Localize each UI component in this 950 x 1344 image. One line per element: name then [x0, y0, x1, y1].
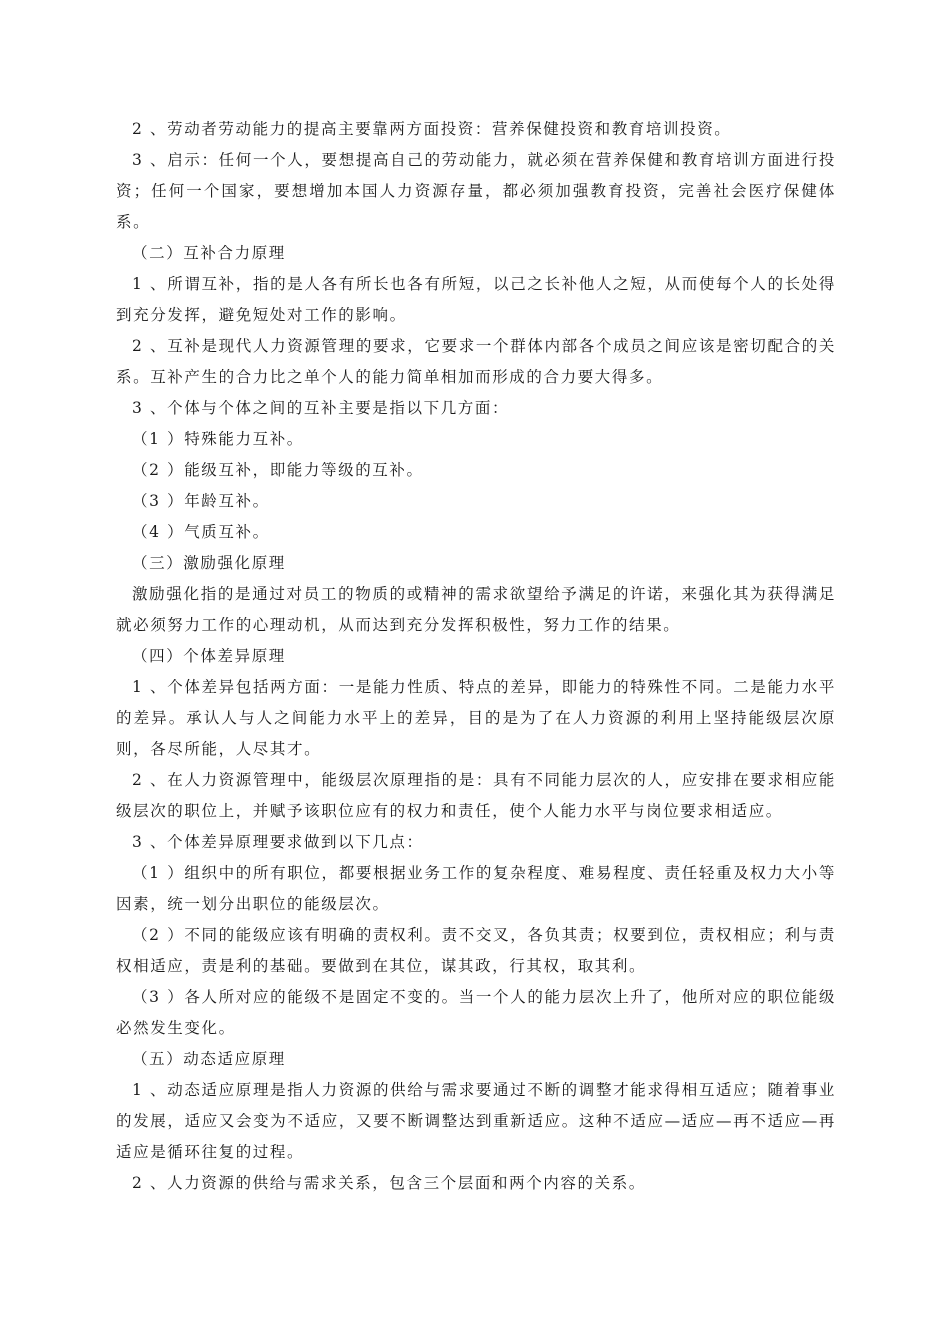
list-item-special-ability: （1 ）特殊能力互补。 [132, 430, 304, 448]
list-item-temperament: （4 ）气质互补。 [132, 523, 270, 541]
paragraph-complement-definition: 1 、所谓互补，指的是人各有所长也各有所短，以己之长补他人之短，从而使每个人的长处得到充分发挥，避免短处对工作的影响。 [116, 275, 836, 324]
paragraph-incentive: 激励强化指的是通过对员工的物质的或精神的需求欲望给予满足的许诺，来强化其为获得满足就必须努力工作的心理动机，从而达到充分发挥积极性，努力工作的结果。 [116, 585, 836, 634]
paragraph-investment: 2 、劳动者劳动能力的提高主要靠两方面投资：营养保健投资和教育培训投资。 [132, 120, 732, 138]
paragraph-supply-demand: 2 、人力资源的供给与需求关系，包含三个层面和两个内容的关系。 [132, 1174, 646, 1192]
document-body [116, 114, 836, 1199]
list-item-level-change: （3 ）各人所对应的能级不是固定不变的。当一个人的能力层次上升了，他所对应的职位能级必然发生变化。 [116, 988, 836, 1037]
paragraph-level-principle: 2 、在人力资源管理中，能级层次原理指的是：具有不同能力层次的人，应安排在要求相应能级层次的职位上，并赋予该职位应有的权力和责任，使个人能力水平与岗位要求相适应。 [116, 771, 836, 820]
section-heading-individual-difference: （四）个体差异原理 [132, 647, 286, 665]
section-heading-incentive: （三）激励强化原理 [132, 554, 286, 572]
section-heading-dynamic: （五）动态适应原理 [132, 1050, 286, 1068]
paragraph-implication: 3 、启示：任何一个人，要想提高自己的劳动能力，就必须在营养保健和教育培训方面进行投资；任何一个国家，要想增加本国人力资源存量，都必须加强教育投资，完善社会医疗保健体系。 [116, 151, 836, 231]
list-item-age: （3 ）年龄互补。 [132, 492, 270, 510]
list-item-responsibility: （2 ）不同的能级应该有明确的责权利。责不交叉，各负其责；权要到位，责权相应；利与责权相适应，责是利的基础。要做到在其位，谋其政，行其权，取其利。 [116, 926, 836, 975]
paragraph-complement-requirement: 2 、互补是现代人力资源管理的要求，它要求一个群体内部各个成员之间应该是密切配合的关系。互补产生的合力比之单个人的能力简单相加而形成的合力要大得多。 [116, 337, 836, 386]
section-heading-complement: （二）互补合力原理 [132, 244, 286, 262]
paragraph-complement-aspects: 3 、个体与个体之间的互补主要是指以下几方面： [132, 399, 510, 417]
list-item-position-levels: （1 ）组织中的所有职位，都要根据业务工作的复杂程度、难易程度、责任轻重及权力大小等因素，统一划分出职位的能级层次。 [116, 864, 836, 913]
paragraph-difference-aspects: 1 、个体差异包括两方面：一是能力性质、特点的差异，即能力的特殊性不同。二是能力水平的差异。承认人与人之间能力水平上的差异，目的是为了在人力资源的利用上坚持能级层次原则，各尽所能，人尽其才。 [116, 678, 836, 758]
paragraph-dynamic-definition: 1 、动态适应原理是指人力资源的供给与需求要通过不断的调整才能求得相互适应；随着事业的发展，适应又会变为不适应，又要不断调整达到重新适应。这种不适应—适应—再不适应—再适应是循环往复的过程。 [116, 1081, 836, 1161]
paragraph-difference-requirements: 3 、个体差异原理要求做到以下几点： [132, 833, 424, 851]
list-item-level: （2 ）能级互补，即能力等级的互补。 [132, 461, 424, 479]
